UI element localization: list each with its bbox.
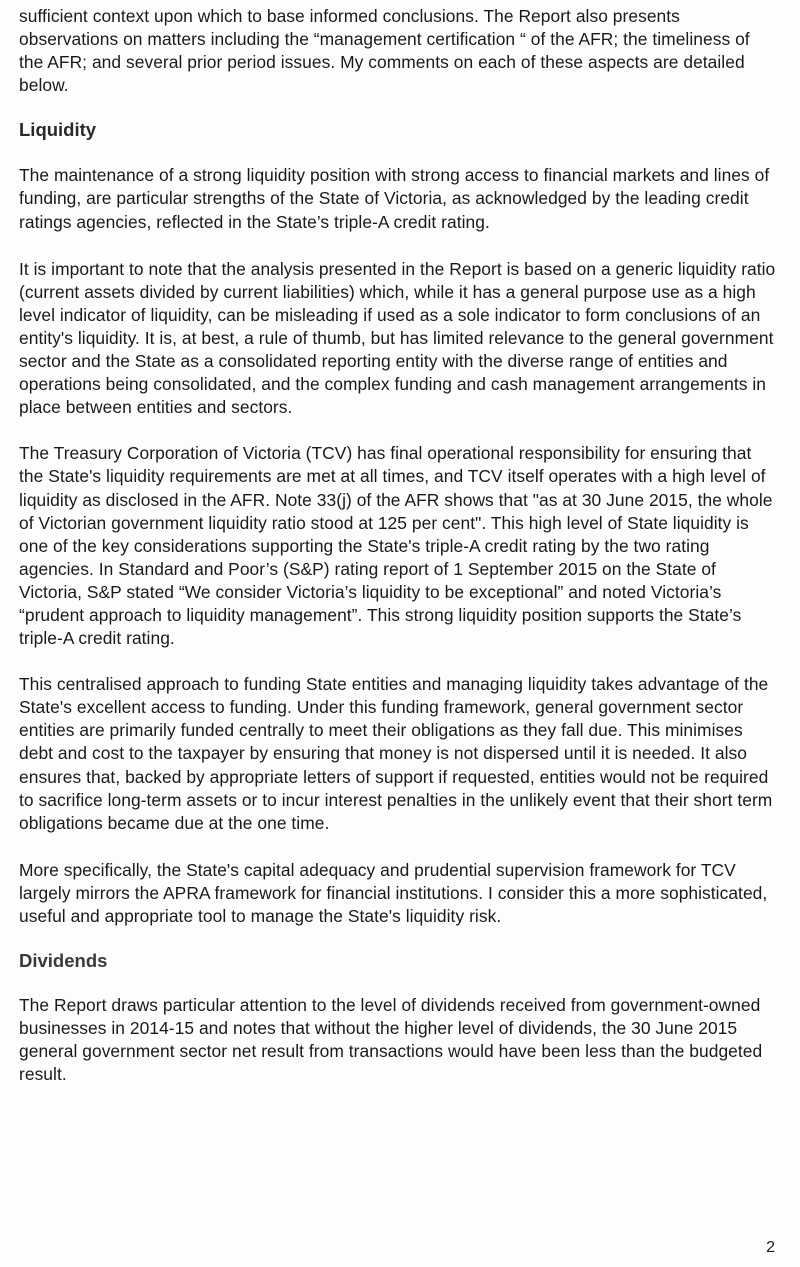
dividends-paragraph-1: The Report draws particular attention to the level of dividends received from government-owned businesses in 2014-15 and notes that without the higher level of dividends, the 30 June 2015 general government sector net result from transactions would have been less than the budgeted result.: [19, 995, 763, 1085]
liquidity-paragraph-1: The maintenance of a strong liquidity position with strong access to financial markets and lines of funding, are particular strengths of the State of Victoria, as acknowledged by the leading credit ratings agencies, reflected in the State’s triple-A credit rating.: [19, 165, 770, 232]
liquidity-heading: Liquidity: [19, 119, 97, 141]
dividends-heading: Dividends: [19, 950, 108, 972]
liquidity-paragraph-3: The Treasury Corporation of Victoria (TCV) has final operational responsibility for ensuring that the State's liquidity requirements are met at all times, and TCV itself operates with a high level of liquidity as disclosed in the AFR. Note 33(j) of the AFR shows that "as at 30 June 2015, the whole of Victorian government liquidity ratio stood at 125 per cent". This high level of State liquidity is one of the key considerations supporting the State's triple-A credit rating by the two rating agencies. In Standard and Poor’s (S&P) rating report of 1 September 2015 on the State of Victoria, S&P stated “We consider Victoria’s liquidity to be exceptional” and noted Victoria’s “prudent approach to liquidity management”. This strong liquidity position supports the State’s triple-A credit rating.: [19, 443, 773, 649]
liquidity-paragraph-2: It is important to note that the analysis presented in the Report is based on a generic liquidity ratio (current assets divided by current liabilities) which, while it has a general purpose use as a high level indicator of liquidity, can be misleading if used as a sole indicator to form conclusions of an entity's liquidity. It is, at best, a rule of thumb, but has limited relevance to the general government sector and the State as a consolidated reporting entity with the diverse range of entities and operations being consolidated, and the complex funding and cash management arrangements in place between entities and sectors.: [19, 258, 776, 418]
page-number: 2: [766, 1239, 775, 1256]
intro-paragraph: sufficient context upon which to base informed conclusions. The Report also presents observations on matters including the “management certification “ of the AFR; the timeliness of the AFR; and several prior period issues. My comments on each of these aspects are detailed below.: [19, 6, 750, 96]
liquidity-paragraph-4: This centralised approach to funding State entities and managing liquidity takes advantage of the State's excellent access to funding. Under this funding framework, general government sector entities are primarily funded centrally to meet their obligations as they fall due. This minimises debt and cost to the taxpayer by ensuring that money is not dispersed until it is needed. It also ensures that, backed by appropriate letters of support if requested, entities would not be required to sacrifice long-term assets or to incur interest penalties in the unlikely event that their short term obligations became due at the one time.: [19, 674, 773, 833]
liquidity-paragraph-5: More specifically, the State's capital adequacy and prudential supervision framework for TCV largely mirrors the APRA framework for financial institutions. I consider this a more sophisticated, useful and appropriate tool to manage the State's liquidity risk.: [19, 859, 768, 926]
